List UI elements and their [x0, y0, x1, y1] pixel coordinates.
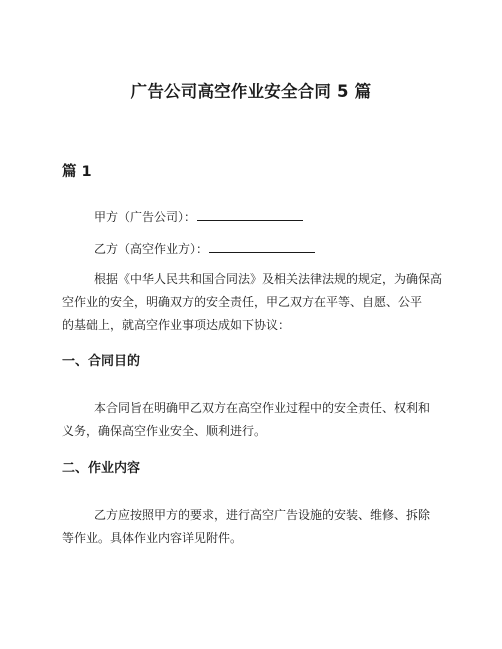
section-heading-purpose: 一、合同目的: [62, 354, 141, 369]
party-a-label: 甲方（广告公司）：: [94, 210, 197, 224]
section-purpose-line-2: 义务，确保高空作业安全、顺利进行。: [62, 424, 267, 438]
section-heading-content: 二、作业内容: [62, 461, 141, 476]
party-a-blank: [197, 208, 303, 221]
party-a-row: [94, 207, 303, 227]
part-title: 篇 1: [62, 164, 92, 180]
preamble-line-2: 空作业的安全，明确双方的安全责任，甲乙双方在平等、自愿、公平: [62, 295, 423, 309]
section-content-line-1: 乙方应按照甲方的要求，进行高空广告设施的安装、维修、拆除: [94, 508, 431, 522]
party-b-blank: [209, 240, 315, 253]
document-title: 广告公司高空作业安全合同 5 篇: [130, 82, 372, 101]
section-purpose-line-1: 本合同旨在明确甲乙双方在高空作业过程中的安全责任、权利和: [94, 401, 431, 415]
preamble-line-1: 根据《中华人民共和国合同法》及相关法律法规的规定，为确保高: [94, 272, 443, 286]
party-b-row: [94, 239, 315, 259]
party-b-label: 乙方（高空作业方）：: [94, 242, 209, 256]
preamble-line-3: 的基础上，就高空作业事项达成如下协议：: [62, 318, 291, 332]
section-content-line-2: 等作业。具体作业内容详见附件。: [62, 531, 243, 545]
